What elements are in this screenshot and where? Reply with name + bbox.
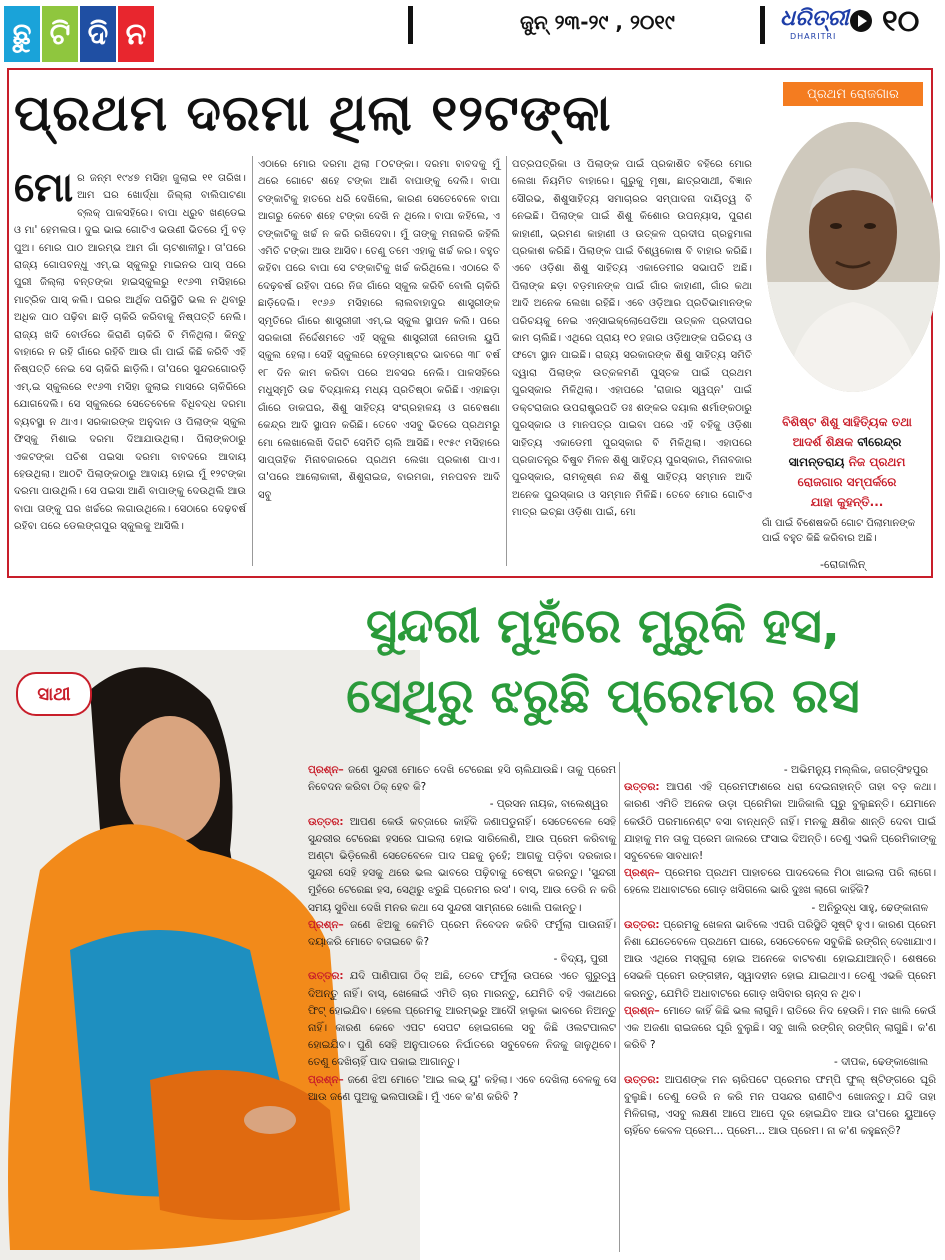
portrait-caption [762,412,932,512]
issue-date: ଜୁନ୍ ୨୩-୨୯ , ୨୦୧୯ [520,10,675,34]
caption-surname: ସାମନ୍ତରାୟ [788,455,845,469]
question-author: - ବିଦ୍ୟ, ପୁରୀ [553,953,608,966]
question-author: - ପ୍ରସନ ନାୟକ, ବାଲେଶ୍ୱର [489,798,608,811]
answer-text: ଆପଣ ଏହି ପ୍ରେମଫାଶରେ ଧରା ଦେଇନାହାନ୍ତି ତାହା ବଡ଼ କଥା। କାରଣ ଏମିତି ଅନେକ ଉଡ଼ା ପ୍ରେମିକା ଆଜିକାଲି ଘୂରୁ ବୁଲୁଛନ୍ତି। ଯେମାନେ କେଉଁଠି ପରମାନେଣ୍ଟ ବସା ବାନ୍ଧନ୍ତି ନାହିଁ। ମନକୁ କ୍ଷଣିକ ଶାନ୍ତି ଦେବା ପାଇଁ ଯାହାକୁ ମନ ତାକୁ ପ୍ରେମ ଜାଲରେ ଫସାଇ ଦିଅନ୍ତି। ତେଣୁ ଏଭଳି ପ୍ରେମିକାଙ୍କୁ ସବୁବେଳେ ସାବଧାନ! [624,781,936,863]
question [308,762,616,796]
top-article-column-2: ଏଠାରେ ମୋର ଦରମା ଥିଲା ୮୦ଟଙ୍କା। ଦରମା ବାବଦକୁ ମୁଁ ଥରେ ଗୋଟେ ଶହେ ଟଙ୍କା ଆଣି ବାପାଙ୍କୁ ଦେଲି। ବାପା ଟଙ୍କାଟିକୁ ହାତରେ ଧରି ଦେଖିଲେ, କାରଣ ସେତେବେଳେ ବାପା ଆଗରୁ କେବେ ଶହେ ଟଙ୍କା ଦେଖି ନ ଥିଲେ। ବାପା କହିଲେ, ଏ ଟଙ୍କାଟିକୁ ଖର୍ଚ୍ଚ ନ କରି ରଖିଦେବା। ମୁଁ ତାଙ୍କୁ ମନାକରି କହିଲି ଏମିତି ଟଙ୍କା ଆଉ ଆସିବ। ତେଣୁ ତମେ ଏହାକୁ ଖର୍ଚ୍ଚ କର। ବହୁତ କହିବା ପରେ ବାପା ସେ ଟଙ୍କାଟିକୁ ଖର୍ଚ୍ଚ କରିଥିଲେ। ଏଠାରେ ବି ଦେଢ଼ବର୍ଷ ରହିବା ପରେ ନିଜ ଗାଁରେ ସ୍କୁଲ କରିବି ବୋଲି ଚାକିରି ଛାଡ଼ିଦେଲି। ୧୯୬୬ ମସିହାରେ ଲାଲବାହାଦୁର ଶାସ୍ତ୍ରୀଙ୍କ ସ୍ମୃତିରେ ଗାଁରେ ଶାସ୍ତ୍ରୀଜୀ ଏମ୍.ଇ ସ୍କୁଲ ସ୍ଥାପନ କଲି। ପରେ ସରକାରୀ ନିର୍ଦ୍ଦେଶମତେ ଏହି ସ୍କୁଲ ଶାସ୍ତ୍ରୀଜୀ ନୋଡାଲ ୟୁପି ସ୍କୁଲ ହେଲା। ସେହି ସ୍କୁଲରେ ହେଡ୍‌ମାଷ୍ଟର ଭାବରେ ୩୮ ବର୍ଷ ୧୮ ଦିନ କାମ କରିବା ପରେ ଅବସର ନେଲି। ପାଳସହିରେ ମଧୁସ୍ମୃତି ଉଚ୍ଚ ବିଦ୍ୟାଳୟ ମଧ୍ୟ ପ୍ରତିଷ୍ଠା କରିଛି। ଏହାଛଡ଼ା ଗାଁରେ ଡାକଘର, ଶିଶୁ ସାହିତ୍ୟ ସଂଗ୍ରହାଳୟ ଓ ଗବେଷଣା କେନ୍ଦ୍ର ଆଦି ସ୍ଥାପନ କରିଛି। ତେବେ ଏସବୁ ଭିତରେ ପ୍ରଥମରୁ ମୋ ଲେଖାଲେଖି ଦିଗଟି ସେମିତି ଚାଲି ଆସିଛି। ୧୯୫୯ ମସିହାରେ ସାପ୍ତାହିକ ମିନାବଜାରରେ ପ୍ରଥମ ଲେଖା ପ୍ରକାଶ ପାଏ। ତା'ପରେ ଆଲୋକାଳୀ, ଶିଶୁରାଇଜ, ବାରମଜା, ମନପବନ ଆଦି ସବୁ [258,159,500,501]
answer-label: ଉତ୍ତର: [308,815,344,828]
answer [624,917,936,1003]
answer [308,968,616,1071]
play-icon [850,10,872,32]
header-divider-right [760,6,765,44]
answer-text: ଆପଣଙ୍କ ମନ ଚାରିପଟେ ପ୍ରେମର ଫମ୍ପି ଫୁଲ୍ ଷ୍ଟିଙ୍ଗରେ ଘୂରି ବୁଲୁଛି। ତେଣୁ ଡେରି ନ କରି ମନ ପସନ୍ଦର ରାଣୀଟିଏ ଖୋଜନ୍ତୁ। ଯଦି ତାହା ମିଳିଗଲା, ଏସବୁ ଲକ୍ଷଣ ଆପେ ଆପେ ଦୂର ହୋଇଯିବ ଆଉ ତା'ପରେ ୟୁଆଡ଼େ ଚାହିଁବେ କେବଳ ପ୍ରେମ... ପ୍ରେମ... ଆଉ ପ୍ରେମ। ନା କ'ଣ କହୁଛନ୍ତି? [624,1073,936,1138]
caption-line: ରୋଜଗାର ସମ୍ପର୍କରେ [797,475,897,489]
caption-role: ଆଦର୍ଶ ଶିକ୍ଷକ [792,435,854,449]
section-badge: ସାଥୀ [16,672,92,716]
question-label: ପ୍ରଶ୍ନ– [308,918,344,931]
question-label: ପ୍ରଶ୍ନ– [308,1073,344,1086]
question-text: ମୋତେ କାହିଁ କିଛି ଭଲ ଲାଗୁନି। ରାତିରେ ନିଦ ହେଉନି। ମନ ଖାଲି କେଉଁ ଏକ ଅଜଣା ରାଇଜରେ ଘୂରି ବୁଲୁଛି। ସବୁ ଖାଲି ରଙ୍ଗିନ୍ ରଙ୍ଗିନ୍ ଲାଗୁଛି। କ'ଣ କରିବି ? [624,1004,936,1052]
answer-label: ଉତ୍ତର: [308,970,344,983]
question [624,1003,936,1055]
masthead-letter-2: ଟି [42,6,78,62]
question [308,1072,616,1106]
caption-line: ବିଶିଷ୍ଟ ଶିଶୁ ସାହିତ୍ୟିକ ତଥା [782,415,912,429]
question-label: ପ୍ରଶ୍ନ– [624,867,660,880]
question-author: - ଅନିରୁଦ୍ଧ ସାହୁ, ଢେଙ୍କାନାଳ [811,901,928,914]
answer-label: ଉତ୍ତର: [624,1073,660,1086]
newspaper-brand: ଧରିତ୍ରୀ [780,6,849,31]
top-article-column-3: ପତ୍ରପତ୍ରିକା ଓ ପିଲାଙ୍କ ପାଇଁ ପ୍ରକାଶିତ ବହିରେ ମୋର ଲେଖା ନିୟମିତ ବାହାରେ। ଗୁରୁକୁ ମୃଷା, ଛାତ୍ରସାଥୀ, ବିଜ୍ଞାନ ସୌରଭ, ଶିଶୁସାହିତ୍ୟ ସମାଚାରର ସମ୍ପାଦନା ଦାୟିତ୍ୱ ବି ନେଇଛି। ପିଲାଙ୍କ ପାଇଁ ଶିଶୁ କିଶୋର ଉପନ୍ୟାସ, ପୁରାଣ କାହାଣୀ, ଭ୍ରମଣ କାହାଣୀ ଓ ଉତ୍କଳ ପ୍ରଦୀପ ଗ୍ରନ୍ଥମାଳା ପ୍ରକାଶ କରିଛି। ପିଲାଙ୍କ ପାଇଁ ବିଶ୍ୱକୋଷ ବି ବାହାର କରିଛି। ଏବେ ଓଡ଼ିଶା ଶିଶୁ ସାହିତ୍ୟ ଏକାଡେମୀର ସଭାପତି ଅଛି। ପିଲାଙ୍କ ଛଡ଼ା ବଡ଼ମାନଙ୍କ ପାଇଁ ଗାଁର କାହାଣୀ, ଗାଁର କଥା ଆଦି ଅନେକ ଲେଖା ରହିଛି। ଏବେ ଓଡ଼ିଆର ପ୍ରତିଭାମାନଙ୍କ ପରିଚୟକୁ ନେଇ ଏନ୍‌ସାଇକ୍ଲୋପେଡିଆ ଉତ୍କଳ ପ୍ରଦୀପର କାମ ଚାଲିଛି। ଏଥିରେ ପ୍ରାୟ ୧୦ ହଜାର ଓଡ଼ିଆଙ୍କ ପରିଚୟ ଓ ଫଟୋ ସ୍ଥାନ ପାଇଛି। ରାଜ୍ୟ ସରକାରଙ୍କ ଶିଶୁ ସାହିତ୍ୟ ସମିତି ଦ୍ୱାରା ପିଲାଙ୍କ ଉତ୍କଳମଣି ପୁସ୍ତକ ପାଇଁ ପ୍ରଥମ ପୁରସ୍କାର ମିଳିଥିଲା। ଏହାପରେ 'ରାଜାର ସ୍ୱପ୍ନ' ପାଇଁ ଡକ୍ଟରାଜାର ଉପରାଷ୍ଟ୍ରପତି ଡଃ ଶଙ୍କର ଦୟାଲ ଶର୍ମାଙ୍କଠାରୁ ପୁରସ୍କାର ଓ ମାନପତ୍ର ପାଇବା ପରେ ଏହି ବହିକୁ ଓଡ଼ିଶା ସାହିତ୍ୟ ଏକାଡେମୀ ପୁରସ୍କାର ବି ମିଳିଥିଲା। ଏହାପରେ ପ୍ରଜାତନ୍ତ୍ର ବିଷୁବ ମିଳନ ଶିଶୁ ସାହିତ୍ୟ ପୁରସ୍କାର, ମିନାବଜାର ପୁରସ୍କାର, ରାମକୃଷ୍ଣ ନନ୍ଦ ଶିଶୁ ସାହିତ୍ୟ ସମ୍ମାନ ଆଦି ଅନେକ ପୁରସ୍କାର ଓ ସମ୍ମାନ ମିଳିଛି। ତେବେ ମୋର ଗୋଟିଏ ମାତ୍ର ଇଚ୍ଛା ଓଡ଼ିଶା ପାଇଁ, ମୋ [512,159,752,519]
question-author: - ଦୀପକ, ଢେଙ୍କାଖୋଲ [834,1056,928,1069]
column-1-text: ର ଜନ୍ମ ୧୯୪୭ ମସିହା ଜୁଲାଇ ୧୧ ତାରିଖ। ଆମ ଘର ଖୋର୍ଦ୍ଧା ଜିଲ୍ଲା ବାଲିପାଟଣା ବ୍ଲକ୍ ପାଳସହିରେ। ବାପା ଧ୍ରୁବ ଖଣ୍ଡେଇ ଓ ମା' ହେମଲତା। ଦୁଇ ଭାଇ ଗୋଟିଏ ଭଉଣୀ ଭିତରେ ମୁଁ ବଡ଼ ପୁଅ। ମୋର ପାଠ ଆରମ୍ଭ ଆମ ଗାଁ ଚାଟଶାଳୀରୁ। ତା'ପରେ ରାଜ୍ୟ ଗୋପବନ୍ଧୁ ଏମ୍.ଇ ସ୍କୁଲରୁ ମାଇନର ପାସ୍ ପରେ ପୁରୀ ଜିଲ୍ଲା ବନ୍ତଙ୍କା ହାଇସ୍କୁଲରୁ ୧୯୬୩ ମସିହାରେ ମାଟ୍ରିକ ପାସ୍ କଲି। ଘରର ଆର୍ଥିକ ପରିସ୍ଥିତି ଭଲ ନ ଥିବାରୁ ଅଧିକ ପାଠ ପଢ଼ିବା ଛାଡ଼ି ଚାକିରି କରିବାକୁ ନିଷ୍ପତ୍ତି ନେଲି। ରାଜ୍ୟ ଖଦି ବୋର୍ଡରେ କିରାଣି ଚାକିରି ବି ମିଳିଥିଲା। କିନ୍ତୁ ବାହାରେ ନ ରହି ଗାଁରେ ରହିବି ଆଉ ଗାଁ ପାଇଁ କିଛି କରିବି ଏହି ନିଷ୍ପତ୍ତି ନେଇ ସେ ଚାକିରି ଛାଡ଼ିଲି। ତା'ପରେ ସୁନ୍ଦରଗୋରଡ଼ି ଏମ୍.ଇ ସ୍କୁଲରେ ୧୯୬୩ ମସିହା ଜୁଲାଇ ମାସରେ ଚାକିରିରେ ଯୋଗଦେଲି। ସେ ସ୍କୁଲରେ ସେତେବେଳେ ବିଧିବଦ୍ଧ ଦରମା ବ୍ୟବସ୍ଥା ନ ଥାଏ। ସରକାରଙ୍କ ଅନୁଦାନ ଓ ପିଲାଙ୍କ ସ୍କୁଲ ଫିସ୍‌କୁ ମିଶାଇ ଦରମା ଦିଆଯାଉଥିଲା। ପିଲାଙ୍କଠାରୁ ଏକଟଙ୍କା ପଚିଶ ପଇସା ଦରମା ବାବଦରେ ଆଦାୟ ହେଉଥିଲା। ଆଠଟି ପିଲାଙ୍କଠାରୁ ଆଦାୟ ହୋଇ ମୁଁ ୧୨ଟଙ୍କା ଦରମା ପାଉଥିଲି। ସେ ପଇସା ଆଣି ବାପାଙ୍କୁ ଦେଉଥିଲି ଆଉ ବାପା ତାଙ୍କୁ ଘର ଖର୍ଚ୍ଚରେ ଲଗାଉଥିଲେ। ସେଠାରେ ଦେଢ଼ବର୍ଷ ରହିବା ପରେ ଡେଲଙ୍ଗପୁର ସ୍କୁଲକୁ ଆସିଲି। [14,173,246,533]
answer-text: ଆପଣ କେଉଁ କବ୍ଜାରେ କାହିଁକି ଜଣାପଡୁନାହିଁ। ସେତେବେଳେ ସେହି ସୁନ୍ଦରୀର ଟେରେଛା ହସରେ ଘାଇଲା ହୋଇ ସାରିଲେଣି, ଆଉ ପ୍ରେମ କରିବାକୁ ଅଣ୍ଟା ଭିଡ଼ିଲେଣି ସେତେବେଳେ ପାଦ ପଛକୁ ନୁହେଁ; ଆଗକୁ ପଡ଼ିବା ଦରକାର। ସୁନ୍ଦରୀ ସେହି ହସକୁ ଥରେ ଭଲ ଭାବରେ ପଢ଼ିବାକୁ ଚେଷ୍ଟା କରନ୍ତୁ। 'ସୁନ୍ଦରୀ ମୁହଁରେ ଟେରେଛା ହସ, ସେଥିରୁ ଝରୁଛି ପ୍ରେମର ରସ'। ବାସ୍, ଆଉ ଡେରି ନ କରି ସମୟ ସୁବିଧା ଦେଖି ମନର କଥା ସେ ସୁନ୍ଦରୀ ସାମ୍ନାରେ ଖୋଲି ପକାନ୍ତୁ। [308,815,616,914]
answer [624,779,936,865]
newspaper-brand-sub: DHARITRI [790,32,837,41]
question [308,917,616,951]
section-masthead [4,6,154,62]
question-text: ଜଣେ ଝିଅ ମୋତେ 'ଆଇ ଲଭ୍ ୟୁ' କହିଲା। ଏବେ ଦେଖିଲା ବେଳକୁ ସେ ଆଉ ଜଣେ ପୁଅକୁ ଭଲପାଉଛି। ମୁଁ ଏବେ କ'ଣ କରିବି ? [308,1073,616,1103]
question-label: ପ୍ରଶ୍ନ– [308,764,344,776]
caption-first-name: ବୀରେନ୍ଦ୍ର [857,435,902,449]
answer-text: ପ୍ରେମକୁ ଖେଳନା ଭାବିଲେ ଏପରି ପରିସ୍ଥିତି ସୃଷ୍ଟି ହୁଏ। କାରଣ ପ୍ରେମ ନିଶା ଯେତେବେଳେ ପ୍ରଥମେ ଘାରେ, ସେତେବେଳେ ସବୁକିଛି ରଙ୍ଗିନ୍ ଦେଖାଯାଏ। ଆଉ ଏଥିରେ ମସ୍ଗୁଲା ହୋଇ ଅନେକେ ବାଟବଣା ହୋଇଯାଆନ୍ତି। ଶେଷରେ ସେଭଳି ପ୍ରେମ ରଙ୍ଗହୀନ, ସ୍ୱାଦହୀନ ହୋଇ ଯାଇଥାଏ। ତେଣୁ ଏଭଳି ପ୍ରେମ କରନ୍ତୁ, ଯେମିତି ଅଧାବାଟରେ ଗୋଡ଼ ଖସିବାର ଚାନ୍ସ ନ ଥିବ। [624,918,936,1000]
question-text: ଜଣେ ସୁନ୍ଦରୀ ମୋତେ ଦେଖି ଟେରେଛା ହସି ଚାଲିଯାଉଛି। ତାକୁ ପ୍ରେମ ନିବେଦନ କରିବା ଠିକ୍ ହେବ କି? [308,764,616,794]
author-signoff: -ରୋଜାଲିନ୍ [820,558,866,571]
column-divider [506,156,507,566]
question-text: ଜଣେ ଝିଅକୁ କେମିତି ପ୍ରେମ ନିବେଦନ କରିବି ଫର୍ମୁଲା ପାଉନାହିଁ। ଦୟାକରି ମୋତେ ବତାଇବେ କି? [308,918,616,949]
masthead-letter-4: ନ [118,6,154,62]
top-article-tag: ପ୍ରଥମ ରୋଜଗାର [783,82,923,106]
qa-column-1 [308,762,616,1106]
column-divider [252,156,253,566]
question [624,865,936,899]
question-text: ପ୍ରେମର ପ୍ରଥମ ପାହାଚରେ ପାଦଦେଲେ ମିଠା ଖାଇଲା ପରି ଲାଗେ। ହେଲେ ଅଧାବାଟରେ ଗୋଡ଼ ଖସିଗଲେ ଭାରି ଦୁଃଖ ଲାଗେ କାହିଁକି? [624,867,936,897]
caption-line [762,452,932,472]
answer-label: ଉତ୍ତର: [624,918,660,931]
qa-column-divider [619,762,620,1252]
answer-text: ଯଦି ପାଣିପାଗ ଠିକ୍ ଅଛି, ତେବେ ଫର୍ମୁଲା ଉପରେ ଏତେ ଗୁରୁତ୍ୱ ଦିଅନ୍ତୁ ନାହିଁ। ବାସ୍, ଖେଳୋଇଁ ଏମିତି ଚାର ମାରନ୍ତୁ, ଯେମିତି ବହି ଏକାଥରେ ଫିଟ୍ ହୋଇଯିବ। ହେଲେ ପ୍ରେମକୁ ଆରମ୍ଭରୁ ଆଦୌ ହାଲୁକା ଭାବରେ ନିଅନ୍ତୁ ନାହିଁ। କାରଣ କେବେ ଏପଟ ସେପଟ ହୋଇଗଲେ ସବୁ କିଛି ଓଲଟପାଲଟ ହୋଇଯିବ। ପୁଣି ସେହି ଅନୁପାତରେ ନିର୍ଘାତରେ ସବୁବେଳେ ନିଜକୁ ଜାଳୁଥିବେ। ତେଣୁ ଦେଖିଚାହିଁ ପାଦ ପକାଇ ଆଗାନ୍ତୁ। [308,970,617,1069]
caption-phrase: ନିଜ ପ୍ରଥମ [848,455,906,469]
bottom-headline-line-1: ସୁନ୍ଦରୀ ମୁହଁରେ ମୁରୁକି ହସ, [365,598,841,654]
top-article-column-1 [14,165,246,536]
question-author: - ଅଭିମନ୍ୟୁ ମଲ୍ଲିକ, ଜଗତ୍‌ସିଂହପୁର [783,764,928,776]
answer-label: ଉତ୍ତର: [624,781,660,794]
caption-line [762,432,932,452]
dropcap: ମୋ [14,165,74,211]
bottom-headline-line-2: ସେଥିରୁ ଝରୁଛି ପ୍ରେମର ରସ [346,668,860,724]
answer [624,1072,936,1141]
header-divider-left [408,6,413,44]
page-number: ୧୦ [882,4,920,39]
portrait-illustration [766,122,940,392]
question-label: ପ୍ରଶ୍ନ– [624,1004,660,1017]
top-article-headline: ପ୍ରଥମ ଦରମା ଥିଲା ୧୨ଟଙ୍କା [14,84,612,142]
qa-column-2 [624,762,936,1140]
masthead-letter-1: ଛୁ [4,6,40,62]
masthead-letter-3: ଦି [80,6,116,62]
caption-line: ଯାହା କୁହନ୍ତି... [810,495,884,509]
portrait-photo [766,122,940,392]
article-continuation: ଗାଁ ପାଇଁ ବିଶେଷକରି ଗୋଟ ପିଲାମାନଙ୍କ ପାଇଁ ବହୁତ କିଛି କରିବାର ଅଛି। [762,518,915,544]
answer [308,814,616,917]
